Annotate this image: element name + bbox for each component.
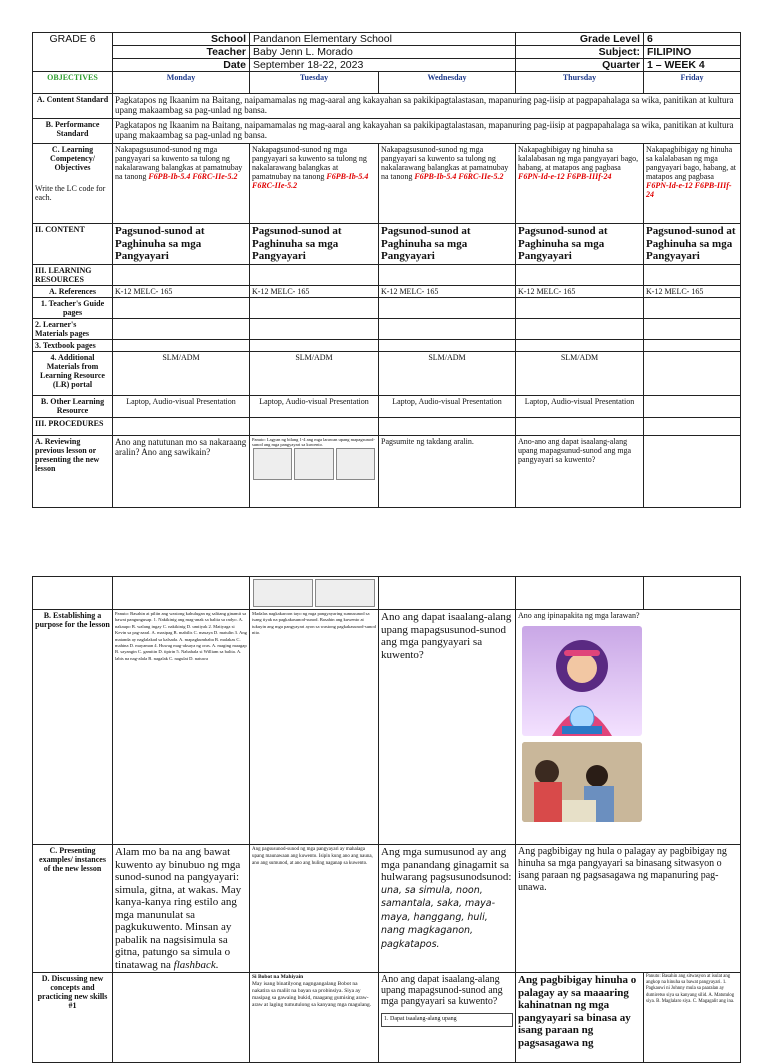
review-tue-text: Panuto: Lagyan ng bilang 1-4 ang mga larawan upang mapagsunod-sunod ang mga pangyayari sa kuwento. (252, 436, 375, 447)
discuss-tue (250, 973, 379, 1063)
day-wednesday: Wednesday (379, 72, 516, 94)
purpose-label: B. Establishing a purpose for the lesson (33, 610, 113, 845)
school-label: School (113, 33, 250, 46)
scene-picture-1 (253, 448, 292, 480)
examples-mon-text: Alam mo ba na ang bawat kuwento ay binubuo ng mga sunod-sunod na pangyayari: simula, gitna, at wakas. May kanya-kanya ring estilo ang mga manunulat sa pagkukuwento. Minsan ay pabalik na nagsisimula sa gitna, patungo sa simula o tinatawag na (115, 846, 242, 971)
discuss-label: D. Discussing new concepts and practicing new skills #1 (33, 973, 113, 1063)
competency-mon-text: Nakapagsusunod-sunod ng mga pangyayari sa kuwento sa tulong ng nakalarawang balangkas at pamatnubay na tanong (115, 145, 243, 181)
learners-materials-label: 2. Learner's Materials pages (33, 318, 113, 339)
examples-label: C. Presenting examples/ instances of the new lesson (33, 845, 113, 973)
reference-fri: K-12 MELC- 165 (644, 285, 741, 297)
review-tue (250, 435, 379, 507)
grade-level-value: 6 (644, 33, 741, 46)
content-standard-text: Pagkatapos ng Ikaanim na Baitang, naipamamalas ng mag-aaral ang kakayahan sa pakikipagtalastasan, mapanuring pag-iisip at pagpapahalaga sa wika, panitikan at kultura upang makaambag sa pag-unlad ng bansa. (113, 94, 741, 119)
continued-pictures (250, 577, 379, 610)
purpose-thu (516, 610, 741, 845)
teachers-guide-label: 1. Teacher's Guide pages (33, 297, 113, 318)
discuss-tue-title: Si Bobot na Mahiyain (252, 974, 304, 980)
performance-standard-label: B. Performance Standard (33, 119, 113, 144)
competency-label (33, 144, 113, 224)
reference-mon: K-12 MELC- 165 (113, 285, 250, 297)
purpose-tue: Madalas nagkakaroon tayo ng mga pangyayaring sumusunod sa isang tiyak na pagkakasunod-sunod. Basahin ang kuwento at tukuyin ang mga pangyayari ayon sa wastong pagkakasunod-sunod nito. (250, 610, 379, 845)
day-tuesday: Tuesday (250, 72, 379, 94)
additional-tue: SLM/ADM (250, 351, 379, 395)
classroom-photo-illustration (522, 742, 642, 822)
other-tue: Laptop, Audio-visual Presentation (250, 395, 379, 417)
fortune-teller-image (522, 626, 642, 736)
other-mon: Laptop, Audio-visual Presentation (113, 395, 250, 417)
review-thu: Ano-ano ang dapat isaalang-alang upang mapagsunud-sunod ang mga pangyayari sa kuwento? (516, 435, 644, 507)
scene-picture-5 (315, 579, 375, 607)
competency-note: Write the LC code for each. (35, 184, 106, 202)
review-mon: Ano ang natutunan mo sa nakaraang aralin? Ano ang sawikain? (113, 435, 250, 507)
subject-label: Subject: (516, 46, 644, 59)
discuss-wed (379, 973, 516, 1063)
examples-wed (379, 845, 516, 973)
other-wed: Laptop, Audio-visual Presentation (379, 395, 516, 417)
examples-tue: Ang pagsusunod-sunod ng mga pangyayari ay mahalaga upang maunawaan ang kuwento. Isipin kung ano ang nauna, ano ang sumunod, at ano ang huling naganap sa kuwento. (250, 845, 379, 973)
competency-mon-code: F6PB-Ib-5.4 F6RC-IIe-5.2 (148, 172, 238, 181)
examples-wed-text: Ang mga sumusunod ay ang mga panandang ginagamit sa hulwarang pagsusunodsunod: (381, 846, 512, 883)
grade-cell: GRADE 6 (33, 33, 113, 72)
performance-standard-text: Pagkatapos ng Ikaanim na Baitang, naipamamalas ng mag-aaral ang kakayahan sa pakikipagtalastasan, mapanuring pag-iisip at pagpapahalaga sa wika, panitikan at kultura upang makaambag sa pag-unlad ng bansa. (113, 119, 741, 144)
date-label: Date (113, 59, 250, 72)
review-label: A. Reviewing previous lesson or presenting the new lesson (33, 435, 113, 507)
competency-mon (113, 144, 250, 224)
grade-level-label: Grade Level (516, 33, 644, 46)
classroom-photo (522, 742, 642, 822)
lesson-plan-page-1 (32, 32, 740, 508)
competency-wed (379, 144, 516, 224)
reference-thu: K-12 MELC- 165 (516, 285, 644, 297)
subject-value: FILIPINO (644, 46, 741, 59)
lesson-plan-page-2 (32, 576, 740, 1063)
purpose-mon: Panuto: Basahin at piliin ang wastong kahulugan ng salitang ginamit sa bawat pangungusap. 1. Nakikinig ang mag-anak sa balita sa radyo. A. nakaupo B. walang ingay C. nakikinig D. umiiyak 2. Matiyaga si Kevin sa pag-aaral. A. masipag B. mabilis C. masaya D. matulin 3. Ang matanda ay naglalakad sa kalsada. A. mapagkumbaba B. malakas C. mahina D. mayaman 4. Huwag mag-aksaya ng oras. A. maging maagap B. sayangin C. gamitin D. tipirin 5. Nabahala si William sa balita. A. labis na nag-alala B. nagalak C. nagulat D. natuwa (113, 610, 250, 845)
references-label: A. References (33, 285, 113, 297)
examples-thu: Ang pagbibigay ng hula o palagay ay pagbibigay ng hinuha sa mga pangyayari sa binasang sitwasyon o isang paraan ng pagsasagawa ng mapanuring pag-unawa. (516, 845, 741, 973)
competency-fri-code: F6PN-Id-e-12 F6PB-IIIf-24 (646, 181, 732, 199)
competency-fri (644, 144, 741, 224)
content-wed: Pagsunod-sunod at Paghinuha sa mga Pangyayari (379, 224, 516, 265)
competency-fri-text: Nakapagbibigay ng hinuha sa kalalabasan ng mga pangyayari bago, habang, at matapos ang pagbasa (646, 145, 736, 181)
additional-materials-label: 4. Additional Materials from Learning Resource (LR) portal (33, 351, 113, 395)
fortune-teller-illustration (522, 626, 642, 736)
examples-mon-emphasis: flashback. (173, 958, 219, 971)
competency-thu-text: Nakapagbibigay ng hinuha sa kalalabasan ng mga pangyayari bago, habang, at matapos ang pagbasa (518, 145, 639, 172)
scene-picture-2 (294, 448, 333, 480)
resources-label: III. LEARNING RESOURCES (33, 264, 113, 285)
discuss-tue-text: May isang binatilyong nagngangalang Bobot na nakatira sa maliit na bayan sa probinsiya. Siya ay masipag sa gawaing bukid, maagang gumising araw-araw at laging tumutulong sa kanyang mga magulang. (252, 981, 372, 1008)
content-tue: Pagsunod-sunod at Paghinuha sa mga Pangyayari (250, 224, 379, 265)
school-name: Pandanon Elementary School (250, 33, 516, 46)
quarter-label: Quarter (516, 59, 644, 72)
purpose-thu-question: Ano ang ipinapakita ng mga larawan? (518, 611, 640, 620)
content-thu: Pagsunod-sunod at Paghinuha sa mga Pangyayari (516, 224, 644, 265)
day-friday: Friday (644, 72, 741, 94)
discuss-fri: Panuto: Basahin ang sitwasyon at isulat ang angkop na hinuha sa bawat pangyayari. 1. Pagkauwi ni Johnny mula sa paaralan ay dumiretso siya sa kanyang silid. A. Matutulog siya. B. Maglalaro siya. C. Magagalit ang ina. (644, 973, 741, 1063)
continued-pictures-row (252, 578, 376, 608)
competency-heading: C. Learning Competency/ Objectives (50, 145, 95, 172)
competency-wed-code: F6PB-Ib-5.4 F6RC-IIe-5.2 (414, 172, 504, 181)
date-value: September 18-22, 2023 (250, 59, 516, 72)
day-monday: Monday (113, 72, 250, 94)
review-tue-pictures (252, 447, 376, 481)
content-fri: Pagsunod-sunod at Paghinuha sa mga Pangyayari (644, 224, 741, 265)
quarter-value: 1 – WEEK 4 (644, 59, 741, 72)
other-thu: Laptop, Audio-visual Presentation (516, 395, 644, 417)
textbook-label: 3. Textbook pages (33, 339, 113, 351)
competency-wed-text: Nakapagsusunod-sunod ng mga pangyayari sa kuwento sa tulong ng nakalarawang balangkas at pamatnubay na tanong (381, 145, 509, 181)
discuss-wed-item: 1. Dapat isaalang-alang upang (381, 1013, 513, 1027)
other-resource-label: B. Other Learning Resource (33, 395, 113, 417)
competency-tue (250, 144, 379, 224)
reference-tue: K-12 MELC- 165 (250, 285, 379, 297)
competency-thu (516, 144, 644, 224)
competency-tue-code: F6PB-Ib-5.4 F6RC-IIe-5.2 (252, 172, 369, 190)
review-wed: Pagsumite ng takdang aralin. (379, 435, 516, 507)
reference-wed: K-12 MELC- 165 (379, 285, 516, 297)
competency-tue-text: Nakapagsunod-sunod ng mga pangyayari sa kuwento sa tulong ng nakalarawang balangkas at pamatnubay na tanong (252, 145, 367, 181)
examples-wed-emphasis: una, sa simula, noon, samantala, saka, maya-maya, hanggang, huli, nang magkaganon, pagkatapos. (381, 884, 495, 950)
procedures-label: III. PROCEDURES (33, 417, 113, 435)
examples-mon (113, 845, 250, 973)
objectives-heading: OBJECTIVES (33, 72, 113, 94)
purpose-wed: Ano ang dapat isaalang-alang upang mapagsusunod-sunod ang mga pangyayari sa kuwento? (379, 610, 516, 845)
scene-picture-4 (253, 579, 313, 607)
discuss-thu: Ang pagbibigay hinuha o palagay ay sa maaaring kahinatnan ng mga pangyayari sa binasa ay isang paraan ng pagsasagawa ng (516, 973, 644, 1063)
additional-thu: SLM/ADM (516, 351, 644, 395)
day-thursday: Thursday (516, 72, 644, 94)
teacher-label: Teacher (113, 46, 250, 59)
discuss-wed-text: Ano ang dapat isaalang-alang upang mapagsunod-sunod ang mga pangyayari sa kuwento? (381, 974, 503, 1007)
scene-picture-3 (336, 448, 375, 480)
content-label: II. CONTENT (33, 224, 113, 265)
competency-thu-code: F6PN-Id-e-12 F6PB-IIIf-24 (518, 172, 612, 181)
additional-wed: SLM/ADM (379, 351, 516, 395)
additional-mon: SLM/ADM (113, 351, 250, 395)
teacher-name: Baby Jenn L. Morado (250, 46, 516, 59)
content-mon: Pagsunod-sunod at Paghinuha sa mga Pangyayari (113, 224, 250, 265)
content-standard-label: A. Content Standard (33, 94, 113, 119)
